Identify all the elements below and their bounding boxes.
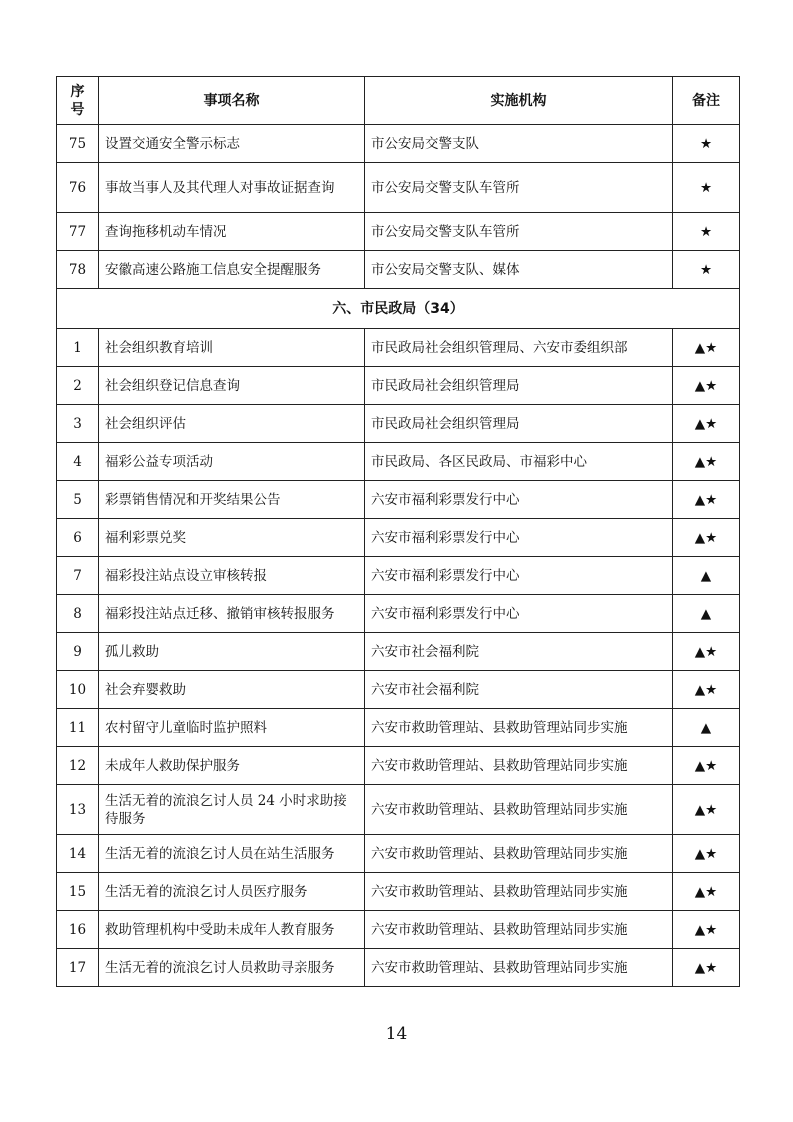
row-agency: 六安市救助管理站、县救助管理站同步实施 (365, 835, 673, 873)
row-number: 6 (57, 519, 99, 557)
table-row (57, 949, 740, 987)
row-agency: 六安市救助管理站、县救助管理站同步实施 (365, 949, 673, 987)
page-number: 14 (385, 1024, 408, 1044)
row-number: 10 (57, 671, 99, 709)
table-row (57, 835, 740, 873)
row-agency: 六安市福利彩票发行中心 (365, 481, 673, 519)
row-agency: 六安市救助管理站、县救助管理站同步实施 (365, 709, 673, 747)
table-header-row (57, 77, 740, 125)
table-row (57, 557, 740, 595)
row-item-name: 孤儿救助 (99, 633, 365, 671)
row-number: 78 (57, 251, 99, 289)
row-agency: 市公安局交警支队车管所 (365, 213, 673, 251)
row-note: ▲ (673, 595, 740, 633)
table-row (57, 367, 740, 405)
row-item-name: 社会组织教育培训 (99, 329, 365, 367)
table-row (57, 519, 740, 557)
row-note: ▲ (673, 709, 740, 747)
row-note: ▲★ (673, 671, 740, 709)
table-row (57, 785, 740, 835)
row-note: ★ (673, 125, 740, 163)
row-number: 15 (57, 873, 99, 911)
section-body (57, 289, 740, 329)
row-item-name: 福利彩票兑奖 (99, 519, 365, 557)
table-row (57, 595, 740, 633)
service-table (56, 76, 740, 987)
header-agency: 实施机构 (365, 77, 673, 125)
row-number: 7 (57, 557, 99, 595)
row-note: ▲★ (673, 949, 740, 987)
row-note: ▲★ (673, 481, 740, 519)
row-item-name: 福彩投注站点设立审核转报 (99, 557, 365, 595)
row-note: ★ (673, 213, 740, 251)
row-item-name: 未成年人救助保护服务 (99, 747, 365, 785)
row-agency: 六安市救助管理站、县救助管理站同步实施 (365, 747, 673, 785)
table-row (57, 671, 740, 709)
row-number: 12 (57, 747, 99, 785)
table-row (57, 633, 740, 671)
row-agency: 六安市福利彩票发行中心 (365, 557, 673, 595)
table-row (57, 443, 740, 481)
header-note: 备注 (673, 77, 740, 125)
row-note: ▲★ (673, 747, 740, 785)
table-row (57, 329, 740, 367)
row-note: ▲★ (673, 443, 740, 481)
table-body-top (57, 125, 740, 289)
row-agency: 六安市福利彩票发行中心 (365, 595, 673, 633)
row-agency: 六安市社会福利院 (365, 633, 673, 671)
row-agency: 市公安局交警支队、媒体 (365, 251, 673, 289)
row-number: 14 (57, 835, 99, 873)
table-row (57, 163, 740, 213)
table-row (57, 251, 740, 289)
table-row (57, 213, 740, 251)
row-item-name: 查询拖移机动车情况 (99, 213, 365, 251)
table-row (57, 405, 740, 443)
row-note: ▲★ (673, 785, 740, 835)
section-row (57, 289, 740, 329)
row-number: 4 (57, 443, 99, 481)
row-agency: 六安市救助管理站、县救助管理站同步实施 (365, 785, 673, 835)
row-note: ▲★ (673, 367, 740, 405)
table-row (57, 481, 740, 519)
table-row (57, 911, 740, 949)
row-agency: 市公安局交警支队车管所 (365, 163, 673, 213)
row-note: ▲★ (673, 633, 740, 671)
row-item-name: 生活无着的流浪乞讨人员在站生活服务 (99, 835, 365, 873)
row-number: 2 (57, 367, 99, 405)
row-agency: 市民政局社会组织管理局 (365, 367, 673, 405)
row-item-name: 救助管理机构中受助未成年人教育服务 (99, 911, 365, 949)
row-note: ▲★ (673, 405, 740, 443)
row-agency: 六安市社会福利院 (365, 671, 673, 709)
row-note: ▲★ (673, 835, 740, 873)
row-item-name: 社会组织登记信息查询 (99, 367, 365, 405)
row-agency: 市民政局社会组织管理局 (365, 405, 673, 443)
row-item-name: 彩票销售情况和开奖结果公告 (99, 481, 365, 519)
row-number: 17 (57, 949, 99, 987)
row-item-name: 生活无着的流浪乞讨人员 24 小时求助接待服务 (99, 785, 365, 835)
row-number: 11 (57, 709, 99, 747)
row-item-name: 福彩投注站点迁移、撤销审核转报服务 (99, 595, 365, 633)
row-item-name: 安徽高速公路施工信息安全提醒服务 (99, 251, 365, 289)
section-title: 六、市民政局（34） (57, 289, 740, 329)
row-agency: 六安市救助管理站、县救助管理站同步实施 (365, 911, 673, 949)
row-item-name: 农村留守儿童临时监护照料 (99, 709, 365, 747)
row-item-name: 事故当事人及其代理人对事故证据查询 (99, 163, 365, 213)
row-note: ▲★ (673, 873, 740, 911)
row-item-name: 设置交通安全警示标志 (99, 125, 365, 163)
header-no-label: 序 号 (70, 83, 85, 118)
row-agency: 市民政局、各区民政局、市福彩中心 (365, 443, 673, 481)
table-body-bottom (57, 329, 740, 987)
row-number: 76 (57, 163, 99, 213)
row-note: ★ (673, 163, 740, 213)
header-no (57, 77, 99, 125)
row-number: 5 (57, 481, 99, 519)
row-item-name: 社会组织评估 (99, 405, 365, 443)
table-row (57, 873, 740, 911)
row-number: 77 (57, 213, 99, 251)
row-agency: 市公安局交警支队 (365, 125, 673, 163)
row-note: ▲ (673, 557, 740, 595)
row-number: 16 (57, 911, 99, 949)
row-note: ▲★ (673, 911, 740, 949)
row-note: ▲★ (673, 519, 740, 557)
row-number: 9 (57, 633, 99, 671)
table-row (57, 709, 740, 747)
row-note: ★ (673, 251, 740, 289)
row-number: 1 (57, 329, 99, 367)
header-name: 事项名称 (99, 77, 365, 125)
row-agency: 市民政局社会组织管理局、六安市委组织部 (365, 329, 673, 367)
table-row (57, 125, 740, 163)
row-note: ▲★ (673, 329, 740, 367)
row-number: 3 (57, 405, 99, 443)
row-number: 75 (57, 125, 99, 163)
row-item-name: 生活无着的流浪乞讨人员医疗服务 (99, 873, 365, 911)
row-number: 13 (57, 785, 99, 835)
row-number: 8 (57, 595, 99, 633)
row-agency: 六安市救助管理站、县救助管理站同步实施 (365, 873, 673, 911)
row-item-name: 社会弃婴救助 (99, 671, 365, 709)
row-agency: 六安市福利彩票发行中心 (365, 519, 673, 557)
table-row (57, 747, 740, 785)
row-item-name: 福彩公益专项活动 (99, 443, 365, 481)
row-item-name: 生活无着的流浪乞讨人员救助寻亲服务 (99, 949, 365, 987)
